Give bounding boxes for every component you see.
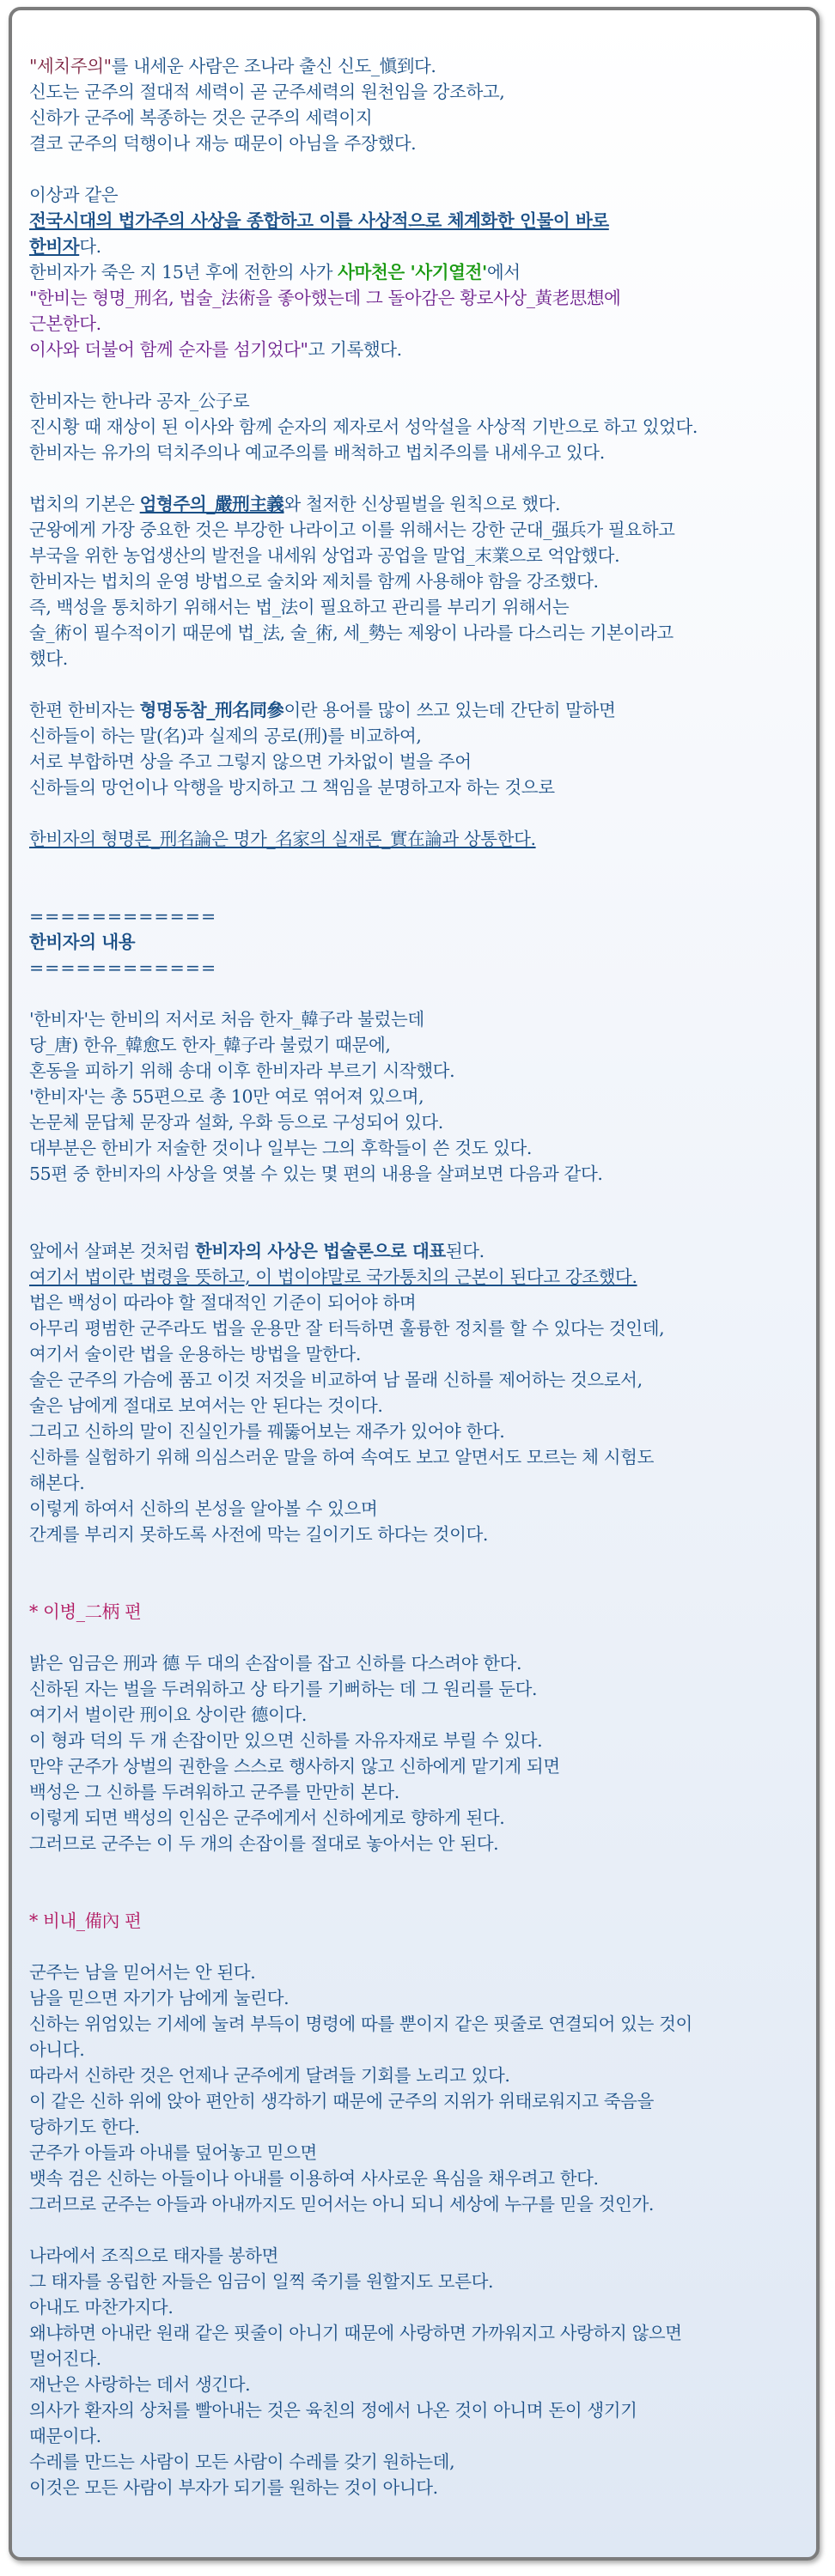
text-line: 이것은 모든 사람이 부자가 되기를 원하는 것이 아니다.: [29, 2477, 438, 2498]
text-line: 한비자는 한나라 공자_公子로: [29, 391, 250, 411]
text-line: 서로 부합하면 상을 주고 그렇지 않으면 가차없이 벌을 주어: [29, 751, 472, 772]
text-line: 그러므로 군주는 이 두 개의 손잡이를 절대로 놓아서는 안 된다.: [29, 1833, 499, 1854]
text-line: [29, 259, 809, 285]
spacer: [29, 1212, 809, 1238]
text-line: 그러므로 군주는 아들과 아내까지도 믿어서는 아니 되니 세상에 누구를 믿을 것인가.: [29, 2194, 654, 2215]
text-line: 왜냐하면 아내란 원래 같은 핏줄이 아니기 때문에 사랑하면 가까워지고 사랑하지 않으면: [29, 2323, 682, 2343]
divider-line: ============: [29, 906, 217, 927]
text-line: 법은 백성이 따라야 할 절대적인 기준이 되어야 하며: [29, 1292, 417, 1313]
text-line: 백성은 그 신하를 두려워하고 군주를 만만히 본다.: [29, 1782, 399, 1802]
text-span: 를 내세운 사람은 조나라 출신 신도_愼到다.: [111, 56, 436, 76]
text-line: 군주는 남을 믿어서는 안 된다.: [29, 1962, 256, 1983]
text-line: 재난은 사랑하는 데서 생긴다.: [29, 2374, 251, 2395]
text-line: 논문체 문답체 문장과 설화, 우화 등으로 구성되어 있다.: [29, 1112, 443, 1133]
text-line: [29, 491, 809, 517]
text-line: [29, 1238, 809, 1264]
underlined-line: 여기서 법이란 법령을 뜻하고, 이 법이야말로 국가통치의 근본이 된다고 강조했다.: [29, 1267, 637, 1287]
text-line: 만약 군주가 상벌의 권한을 스스로 행사하지 않고 신하에게 맡기게 되면: [29, 1756, 560, 1777]
article-body: [29, 53, 809, 2500]
text-line: 밝은 임금은 刑과 德 두 대의 손잡이를 잡고 신하를 다스려야 한다.: [29, 1653, 522, 1674]
text-line: 군주가 아들과 아내를 덮어놓고 믿으면: [29, 2142, 317, 2163]
text-line: 멀어진다.: [29, 2348, 101, 2369]
emphasis-span: 형명동참_刑名同參: [139, 700, 284, 720]
spacer: [29, 1547, 809, 1573]
quote-line: "한비는 형명_刑名, 법술_法術을 좋아했는데 그 돌아감은 황로사상_黃老思想에: [29, 288, 621, 308]
text-line: 술은 남에게 절대로 보여서는 안 된다는 것이다.: [29, 1395, 383, 1416]
text-line: 아무리 평범한 군주라도 법을 운용만 잘 터득하면 훌륭한 정치를 할 수 있다는 것인데,: [29, 1318, 665, 1339]
text-span: 다.: [79, 236, 101, 257]
text-span: 와 철저한 신상필벌을 원칙으로 했다.: [283, 494, 561, 514]
text-line: 군왕에게 가장 중요한 것은 부강한 나라이고 이를 위해서는 강한 군대_强兵가 필요하고: [29, 519, 675, 540]
text-line: [29, 337, 809, 362]
text-line: 55편 중 한비자의 사상을 엿볼 수 있는 몇 편의 내용을 살펴보면 다음과 같다.: [29, 1163, 603, 1184]
text-line: 이렇게 하여서 신하의 본성을 알아볼 수 있으며: [29, 1498, 378, 1519]
quote-line: 근본한다.: [29, 313, 101, 334]
text-line: 해본다.: [29, 1473, 85, 1493]
text-line: 수레를 만드는 사람이 모든 사람이 수레를 갖기 원하는데,: [29, 2451, 455, 2472]
text-line: 당_唐) 한유_韓愈도 한자_韓子라 불렀기 때문에,: [29, 1035, 391, 1055]
spacer: [29, 878, 809, 903]
text-span: 법치의 기본은: [29, 494, 140, 514]
text-line: [29, 234, 809, 259]
text-line: 여기서 술이란 법을 운용하는 방법을 말한다.: [29, 1344, 361, 1364]
divider-line: ============: [29, 957, 217, 978]
text-line: '한비자'는 총 55편으로 총 10만 여로 엮어져 있으며,: [29, 1086, 424, 1107]
text-line: 신도는 군주의 절대적 세력이 곧 군주세력의 원천임을 강조하고,: [29, 82, 505, 102]
spacer: [29, 671, 809, 697]
text-line: 뱃속 검은 신하는 아들이나 아내를 이용하여 사사로운 욕심을 채우려고 한다.: [29, 2168, 599, 2189]
content-card: [9, 7, 820, 2561]
text-line: 술_術이 필수적이기 때문에 법_法, 술_術, 세_勢는 제왕이 나라를 다스리는 기본이라고: [29, 623, 673, 643]
text-line: '한비자'는 한비의 저서로 처음 한자_韓子라 불렀는데: [29, 1009, 424, 1030]
text-line: 즉, 백성을 통치하기 위해서는 법_法이 필요하고 관리를 부리기 위해서는: [29, 597, 570, 617]
text-line: 이 형과 덕의 두 개 손잡이만 있으면 신하를 자유자재로 부릴 수 있다.: [29, 1730, 543, 1751]
text-line: 이 같은 신하 위에 앉아 편안히 생각하기 때문에 군주의 지위가 위태로워지고 죽음을: [29, 2091, 654, 2111]
emphasis-span: 엄형주의_嚴刑主義: [139, 494, 284, 514]
text-line: 아니다.: [29, 2039, 85, 2060]
spacer: [29, 2217, 809, 2243]
text-line: 나라에서 조직으로 태자를 봉하면: [29, 2245, 278, 2266]
text-line: 당하기도 한다.: [29, 2117, 140, 2137]
spacer: [29, 1187, 809, 1212]
quoted-term: "세치주의": [29, 56, 112, 76]
text-line: 따라서 신하란 것은 언제나 군주에게 달려들 기회를 노리고 있다.: [29, 2065, 510, 2086]
source-highlight: 사마천은 '사기열전': [338, 262, 487, 283]
text-span: 고 기록했다.: [308, 339, 402, 360]
text-line: 때문이다.: [29, 2426, 101, 2446]
text-line: 부국을 위한 농업생산의 발전을 내세워 상업과 공업을 말업_末業으로 억압했다.: [29, 545, 620, 566]
text-line: 간계를 부리지 못하도록 사전에 막는 길이기도 하다는 것이다.: [29, 1524, 489, 1545]
quote-span: 이사와 더불어 함께 순자를 섬기었다": [29, 339, 308, 360]
text-line: 술은 군주의 가슴에 품고 이것 저것을 비교하여 남 몰래 신하를 제어하는 것으로서,: [29, 1370, 643, 1390]
text-line: 신하들이 하는 말(名)과 실제의 공로(刑)를 비교하여,: [29, 726, 422, 746]
text-line: 한비자는 법치의 운영 방법으로 술치와 제치를 함께 사용해야 함을 강조했다.: [29, 571, 599, 592]
spacer: [29, 1625, 809, 1650]
text-span: 된다.: [445, 1241, 485, 1261]
text-span: 한비자가 죽은 지 15년 후에 전한의 사가: [29, 262, 338, 283]
text-line: 그 태자를 옹립한 자들은 임금이 일찍 죽기를 원할지도 모른다.: [29, 2271, 494, 2292]
text-line: 여기서 벌이란 刑이요 상이란 德이다.: [29, 1704, 308, 1725]
spacer: [29, 1934, 809, 1959]
text-line: 신하된 자는 벌을 두려워하고 상 타기를 기뻐하는 데 그 원리를 둔다.: [29, 1679, 538, 1699]
text-line: 혼동을 피하기 위해 송대 이후 한비자라 부르기 시작했다.: [29, 1060, 455, 1081]
text-span: 에서: [486, 262, 521, 283]
text-line: [29, 53, 809, 79]
text-line: 이렇게 되면 백성의 인심은 군주에게서 신하에게로 향하게 된다.: [29, 1807, 505, 1828]
emphasis-span: 한비자의 사상은 법술론으로 대표: [194, 1241, 446, 1261]
text-line: 신하를 실험하기 위해 의심스러운 말을 하여 속여도 보고 알면서도 모르는 체 시험도: [29, 1447, 654, 1467]
spacer: [29, 981, 809, 1006]
text-line: 아내도 마찬가지다.: [29, 2297, 174, 2318]
text-line: 그리고 신하의 말이 진실인가를 꿰뚫어보는 재주가 있어야 한다.: [29, 1421, 505, 1442]
emphasis-span: 한비자: [29, 236, 80, 257]
text-line: 이상과 같은: [29, 185, 119, 205]
spacer: [29, 465, 809, 491]
text-line: 신하는 위엄있는 기세에 눌려 부득이 명령에 따를 뿐이지 같은 핏줄로 연결되어 있는 것이: [29, 2014, 692, 2034]
text-line: 한비자는 유가의 덕치주의나 예교주의를 배척하고 법치주의를 내세우고 있다.: [29, 442, 605, 463]
spacer: [29, 1856, 809, 1882]
subsection-heading: * 비내_備內 편: [29, 1911, 142, 1931]
emphasis-line: 전국시대의 법가주의 사상을 종합하고 이를 사상적으로 체계화한 인물이 바로: [29, 210, 609, 231]
spacer: [29, 156, 809, 182]
text-line: 결코 군주의 덕행이나 재능 때문이 아님을 주장했다.: [29, 133, 417, 154]
spacer: [29, 1573, 809, 1599]
text-line: 신하가 군주에 복종하는 것은 군주의 세력이지: [29, 107, 373, 128]
spacer: [29, 852, 809, 878]
text-line: 의사가 환자의 상처를 빨아내는 것은 육친의 정에서 나온 것이 아니며 돈이 생기기: [29, 2400, 637, 2421]
text-span: 앞에서 살펴본 것처럼: [29, 1241, 195, 1261]
spacer: [29, 362, 809, 388]
subsection-heading: * 이병_二柄 편: [29, 1601, 142, 1622]
spacer: [29, 800, 809, 826]
section-title: 한비자의 내용: [29, 932, 136, 952]
text-line: 대부분은 한비가 저술한 것이나 일부는 그의 후학들이 쓴 것도 있다.: [29, 1138, 533, 1158]
text-line: 남을 믿으면 자기가 남에게 눌린다.: [29, 1988, 290, 2008]
text-span: 이란 용어를 많이 쓰고 있는데 간단히 말하면: [283, 700, 616, 720]
text-line: 했다.: [29, 648, 68, 669]
text-line: [29, 697, 809, 723]
text-line: 진시황 때 재상이 된 이사와 함께 순자의 제자로서 성악설을 사상적 기반으로 하고 있었다.: [29, 416, 698, 437]
spacer: [29, 1882, 809, 1908]
text-line: 신하들의 망언이나 악행을 방지하고 그 책임을 분명하고자 하는 것으로: [29, 777, 555, 798]
text-span: 한편 한비자는: [29, 700, 140, 720]
underlined-line: 한비자의 형명론_刑名論은 명가_名家의 실재론_實在論과 상통한다.: [29, 829, 536, 849]
